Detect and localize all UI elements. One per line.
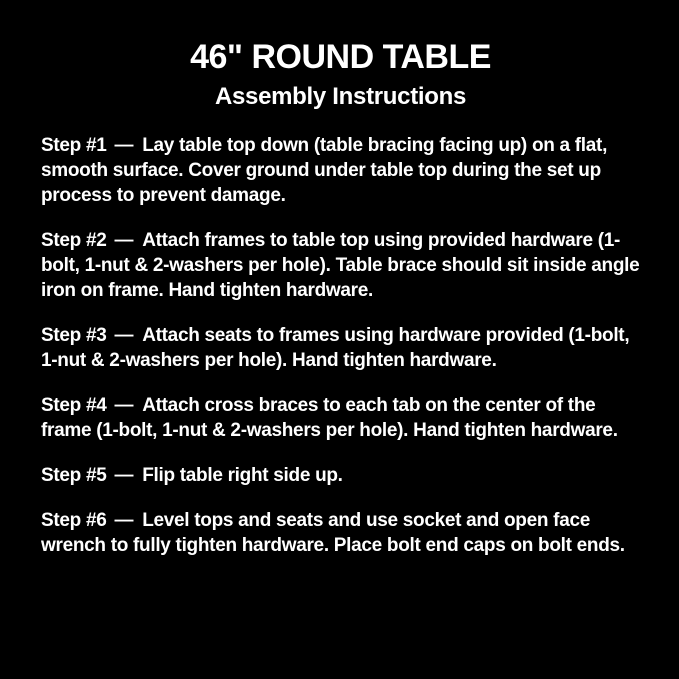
step-separator: — [114,394,134,416]
step-separator: — [114,324,134,346]
step-item-1 [41,133,640,208]
step-item-4 [41,393,640,443]
step-text: Attach seats to frames using hardware provided (1-bolt, 1-nut & 2-washers per hole). Hand tighten hardware. [41,324,630,371]
step-label: Step #1 [41,134,107,156]
step-item-6 [41,508,640,558]
step-item-5 [41,463,640,488]
step-separator: — [114,229,134,251]
steps-list [41,133,640,558]
step-text: Level tops and seats and use socket and open face wrench to fully tighten hardware. Place bolt end caps on bolt ends. [41,509,625,556]
step-separator: — [114,509,134,531]
step-separator: — [114,134,134,156]
step-text: Lay table top down (table bracing facing up) on a flat, smooth surface. Cover ground under table top during the set up process to prevent damage. [41,134,608,206]
poster-header [41,38,640,111]
step-text: Attach frames to table top using provided hardware (1-bolt, 1-nut & 2-washers per hole). Table brace should sit inside angle iron on frame. Hand tighten hardware. [41,229,640,301]
page-title: 46" ROUND TABLE [190,38,491,76]
step-label: Step #2 [41,229,107,251]
step-label: Step #3 [41,324,107,346]
step-label: Step #4 [41,394,107,416]
step-text: Attach cross braces to each tab on the center of the frame (1-bolt, 1-nut & 2-washers per hole). Hand tighten hardware. [41,394,618,441]
step-label: Step #5 [41,464,107,486]
step-item-2 [41,228,640,303]
step-item-3 [41,323,640,373]
step-text: Flip table right side up. [142,464,343,486]
page-subtitle: Assembly Instructions [214,83,467,111]
step-separator: — [114,464,134,486]
step-label: Step #6 [41,509,107,531]
